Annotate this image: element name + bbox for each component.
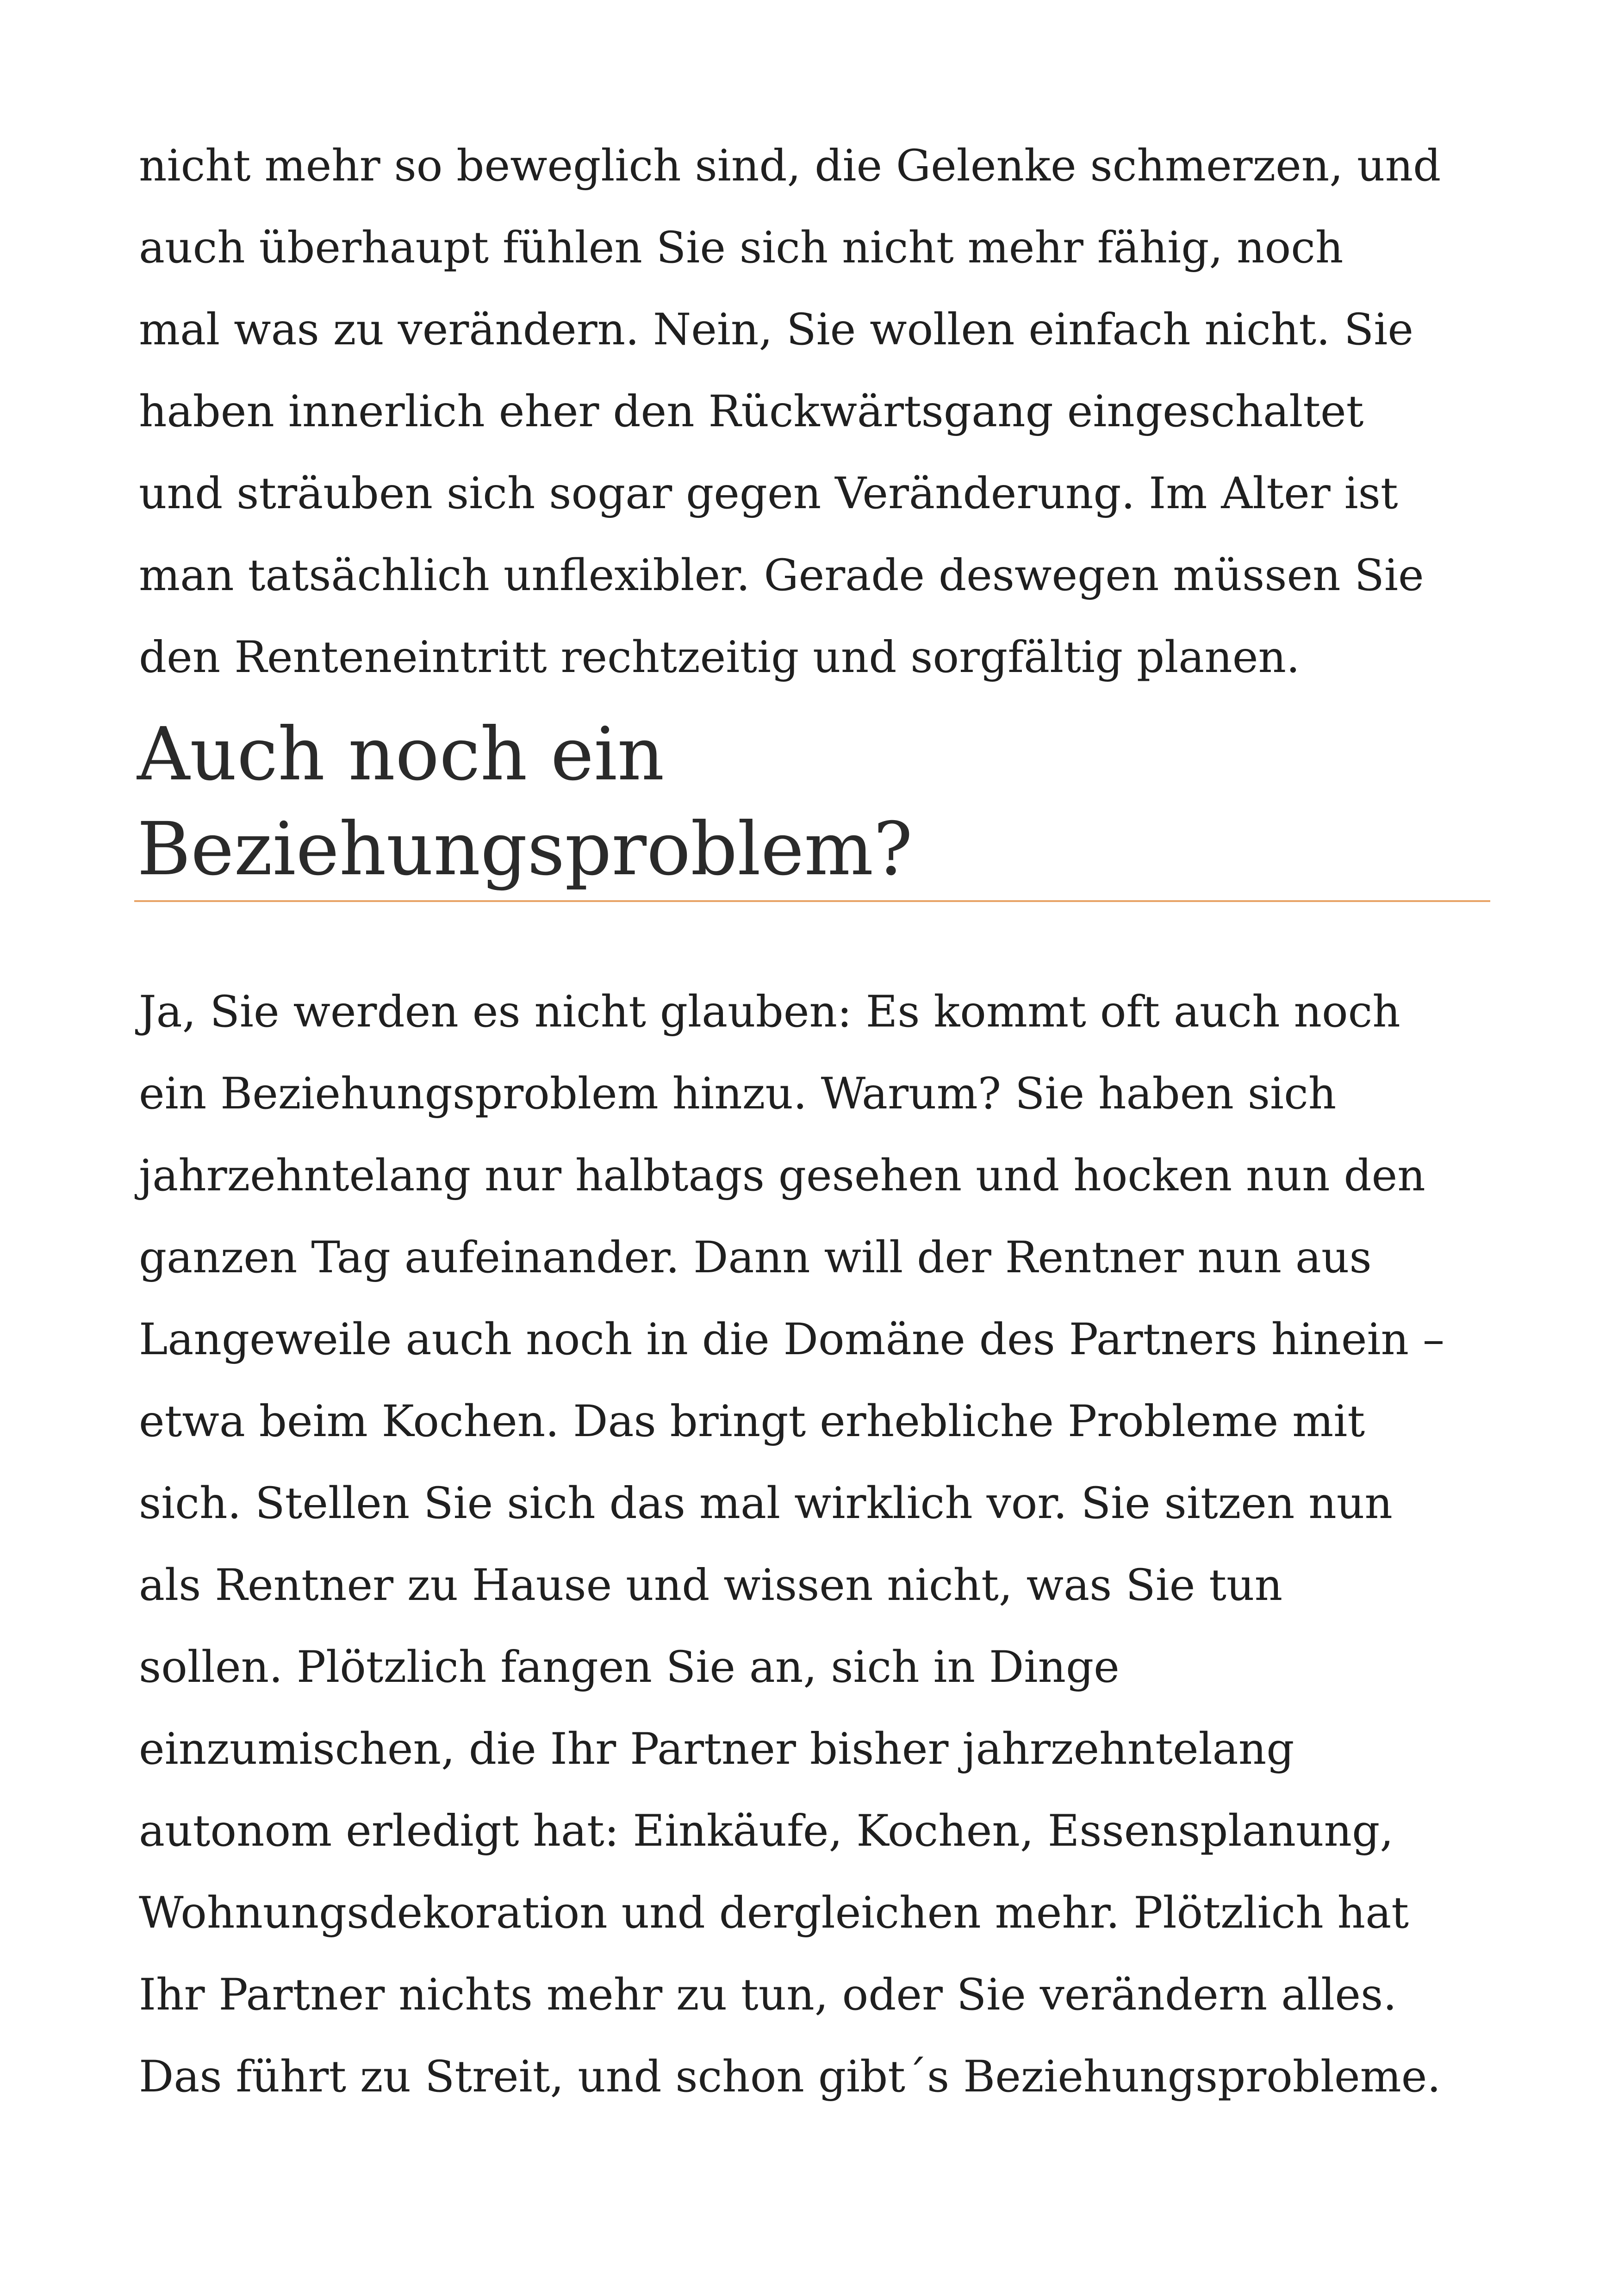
body-paragraph-2 <box>139 971 1518 2118</box>
paragraph-line: als Rentner zu Hause und wissen nicht, was Sie tun <box>139 1560 1283 1611</box>
paragraph-line: Ja, Sie werden es nicht glauben: Es kommt oft auch noch <box>139 987 1400 1037</box>
paragraph-line: und sträuben sich sogar gegen Veränderung. Im Alter ist <box>139 468 1398 519</box>
paragraph-line: auch überhaupt fühlen Sie sich nicht mehr fähig, noch <box>139 223 1344 273</box>
paragraph-line: den Renteneintritt rechtzeitig und sorgfältig planen. <box>139 632 1300 683</box>
paragraph-line: Wohnungsdekoration und dergleichen mehr. Plötzlich hat <box>139 1888 1409 1938</box>
paragraph-line: mal was zu verändern. Nein, Sie wollen einfach nicht. Sie <box>139 305 1413 355</box>
heading-underline-divider <box>134 900 1490 902</box>
paragraph-line: etwa beim Kochen. Das bringt erhebliche Probleme mit <box>139 1396 1365 1447</box>
body-paragraph-1 <box>139 125 1518 698</box>
paragraph-line: autonom erledigt hat: Einkäufe, Kochen, Essensplanung, <box>139 1806 1394 1856</box>
paragraph-line: Langeweile auch noch in die Domäne des Partners hinein – <box>139 1314 1444 1365</box>
paragraph-line: sollen. Plötzlich fangen Sie an, sich in Dinge <box>139 1642 1120 1692</box>
paragraph-line: ganzen Tag aufeinander. Dann will der Rentner nun aus <box>139 1232 1372 1283</box>
paragraph-line: Das führt zu Streit, und schon gibt´s Beziehungsprobleme. <box>139 2052 1441 2102</box>
heading-line: Beziehungsproblem? <box>137 807 913 892</box>
heading-line: Auch noch ein <box>137 712 665 797</box>
paragraph-line: haben innerlich eher den Rückwärtsgang eingeschaltet <box>139 386 1364 437</box>
paragraph-line: nicht mehr so beweglich sind, die Gelenke schmerzen, und <box>139 141 1441 191</box>
paragraph-line: Ihr Partner nichts mehr zu tun, oder Sie verändern alles. <box>139 1970 1397 2020</box>
paragraph-line: man tatsächlich unflexibler. Gerade deswegen müssen Sie <box>139 550 1424 601</box>
paragraph-line: einzumischen, die Ihr Partner bisher jahrzehntelang <box>139 1724 1294 1774</box>
paragraph-line: sich. Stellen Sie sich das mal wirklich vor. Sie sitzen nun <box>139 1478 1393 1529</box>
paragraph-line: jahrzehntelang nur halbtags gesehen und hocken nun den <box>139 1151 1425 1201</box>
paragraph-line: ein Beziehungsproblem hinzu. Warum? Sie haben sich <box>139 1069 1337 1119</box>
section-heading <box>137 707 1516 897</box>
